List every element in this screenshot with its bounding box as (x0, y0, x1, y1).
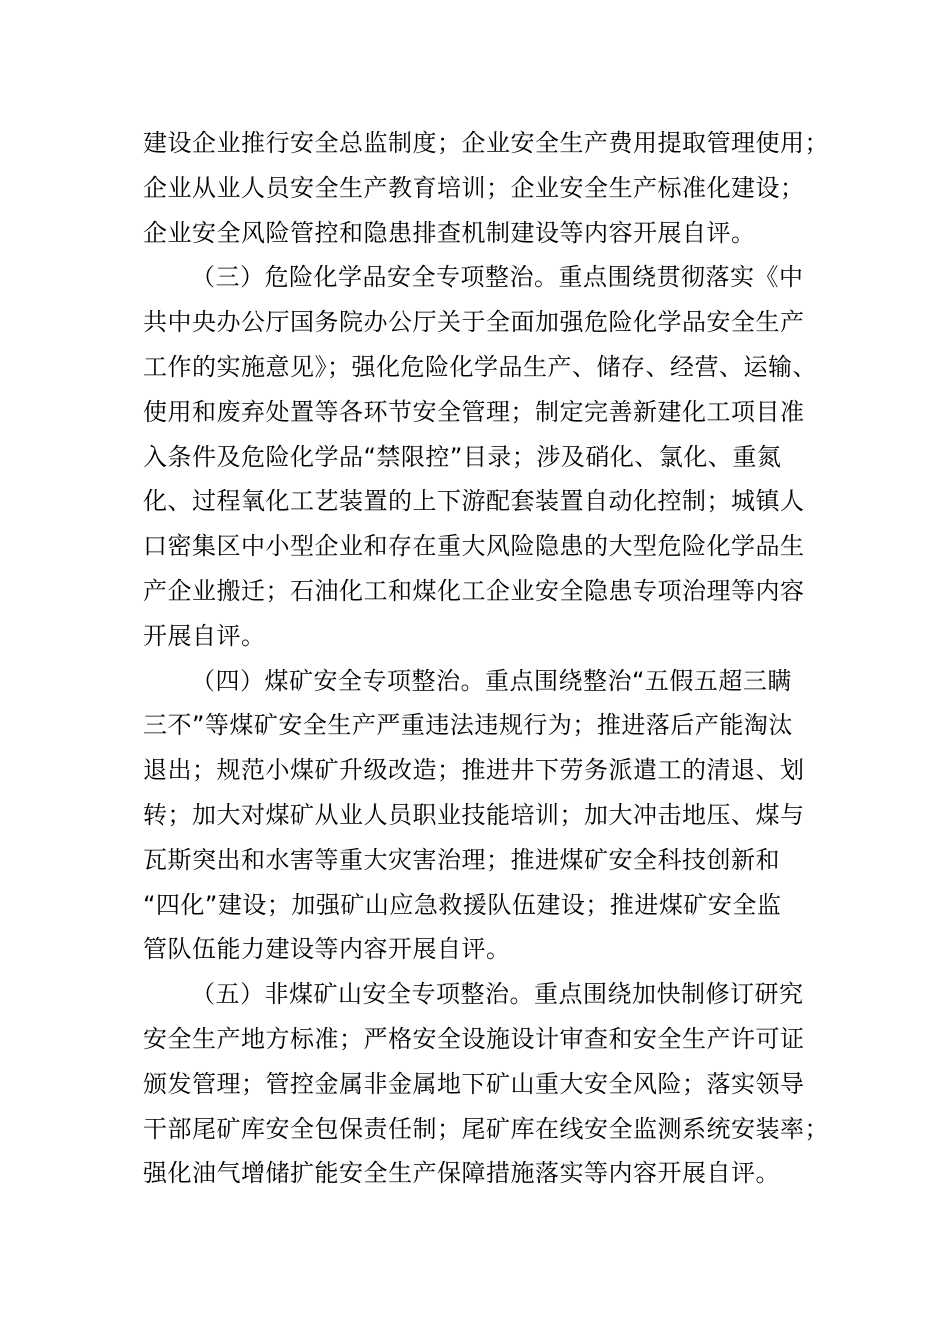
text-line: 化、过程氧化工艺装置的上下游配套装置自动化控制；城镇人 (143, 487, 805, 516)
text-line: 颁发管理；管控金属非金属地下矿山重大安全风险；落实领导 (143, 1069, 805, 1098)
text-line: 建设企业推行安全总监制度；企业安全生产费用提取管理使用； (143, 129, 829, 157)
section-heading-line: （四）煤矿安全专项整治。重点围绕整治“五假五超三瞒 (191, 666, 792, 695)
text-line: 工作的实施意见》；强化危险化学品生产、储存、经营、运输、 (143, 352, 817, 381)
text-line: 企业安全风险管控和隐患排查机制建设等内容开展自评。 (143, 218, 756, 247)
text-line: 安全生产地方标准；严格安全设施设计审查和安全生产许可证 (143, 1024, 805, 1053)
text-line: 企业从业人员安全生产教育培训；企业安全生产标准化建设； (143, 173, 805, 202)
section-heading-line: （三）危险化学品安全专项整治。重点围绕贯彻落实《中 (191, 263, 804, 292)
text-line: 转；加大对煤矿从业人员职业技能培训；加大冲击地压、煤与 (143, 800, 805, 829)
section-heading-line: （五）非煤矿山安全专项整治。重点围绕加快制修订研究 (191, 980, 804, 1009)
text-line: 口密集区中小型企业和存在重大风险隐患的大型危险化学品生 (143, 532, 805, 561)
text-line: 管队伍能力建设等内容开展自评。 (143, 935, 511, 964)
text-line: 干部尾矿库安全包保责任制；尾矿库在线安全监测系统安装率； (143, 1114, 829, 1143)
text-line: 退出；规范小煤矿升级改造；推进井下劳务派遣工的清退、划 (143, 756, 805, 785)
text-line: 强化油气增储扩能安全生产保障措施落实等内容开展自评。 (143, 1159, 780, 1188)
text-line: 使用和废弃处置等各环节安全管理；制定完善新建化工项目准 (143, 397, 805, 426)
text-line: 三不”等煤矿安全生产严重违法违规行为；推进落后产能淘汰 (143, 711, 793, 740)
text-line: 瓦斯突出和水害等重大灾害治理；推进煤矿安全科技创新和 (143, 845, 780, 874)
text-line: 开展自评。 (143, 621, 266, 650)
text-line: 入条件及危险化学品“禁限控”目录；涉及硝化、氯化、重氮 (143, 442, 782, 471)
text-line: 共中央办公厅国务院办公厅关于全面加强危险化学品安全生产 (143, 308, 805, 337)
body-text (143, 121, 843, 1196)
text-line: 产企业搬迁；石油化工和煤化工企业安全隐患专项治理等内容 (143, 576, 805, 605)
text-line: “四化”建设；加强矿山应急救援队伍建设；推进煤矿安全监 (143, 890, 782, 919)
